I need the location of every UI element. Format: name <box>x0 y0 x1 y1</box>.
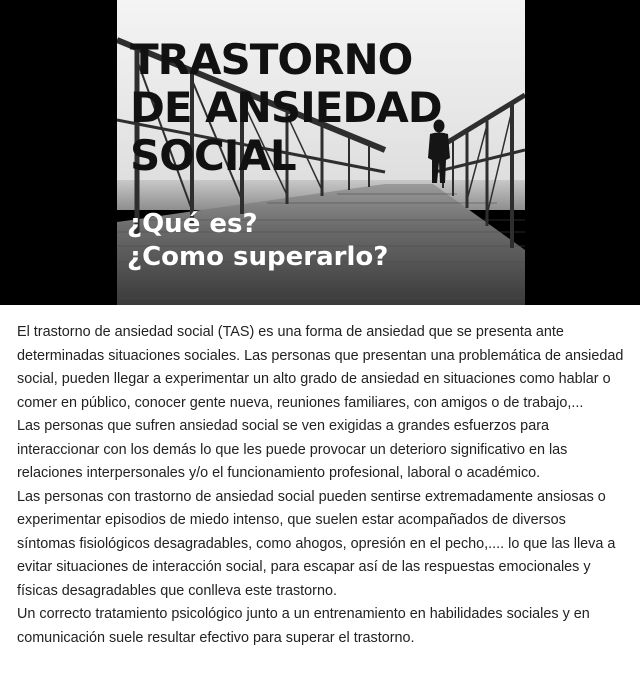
hero-subtitle-line: ¿Qué es? <box>127 209 258 239</box>
article-paragraph: Las personas con trastorno de ansiedad social pueden sentirse extremadamente ansiosas o experimentar episodios de miedo intenso, que suelen estar acompañados de diversos síntomas fisiológicos desagradables, como ahogos, opresión en el pecho,.... lo que las lleva a evitar situaciones de interacción social, para escapar así de las respuestas emocionales y físicas desagradables que conlleva este trastorno. <box>17 488 616 599</box>
hero-title-line: DE ANSIEDAD <box>130 83 442 132</box>
hero-title-line: TRASTORNO <box>130 35 413 84</box>
article-paragraph: El trastorno de ansiedad social (TAS) es una forma de ansiedad que se presenta ante determinadas situaciones sociales. Las personas que presentan una problemática de ansiedad social, pueden llegar a experimentar un alto grado de ansiedad en situaciones como hablar o comer en público, conocer gente nueva, reuniones familiares, con amigos o de trabajo,... <box>17 324 624 411</box>
hero-title <box>130 36 442 180</box>
article-body <box>17 321 627 650</box>
hero-banner <box>0 0 640 305</box>
article-paragraph: Un correcto tratamiento psicológico junto a un entrenamiento en habilidades sociales y en comunicación suele resultar efectivo para superar el trastorno. <box>17 606 590 646</box>
article-paragraph: Las personas que sufren ansiedad social se ven exigidas a grandes esfuerzos para interaccionar con los demás lo que les puede provocar un deterioro significativo en las relaciones interpersonales y/o el funcionamiento profesional, laboral o académico. <box>17 418 568 481</box>
hero-subtitle-line: ¿Como superarlo? <box>127 242 389 272</box>
hero-subtitle <box>127 208 388 274</box>
hero-title-line: SOCIAL <box>130 131 296 180</box>
